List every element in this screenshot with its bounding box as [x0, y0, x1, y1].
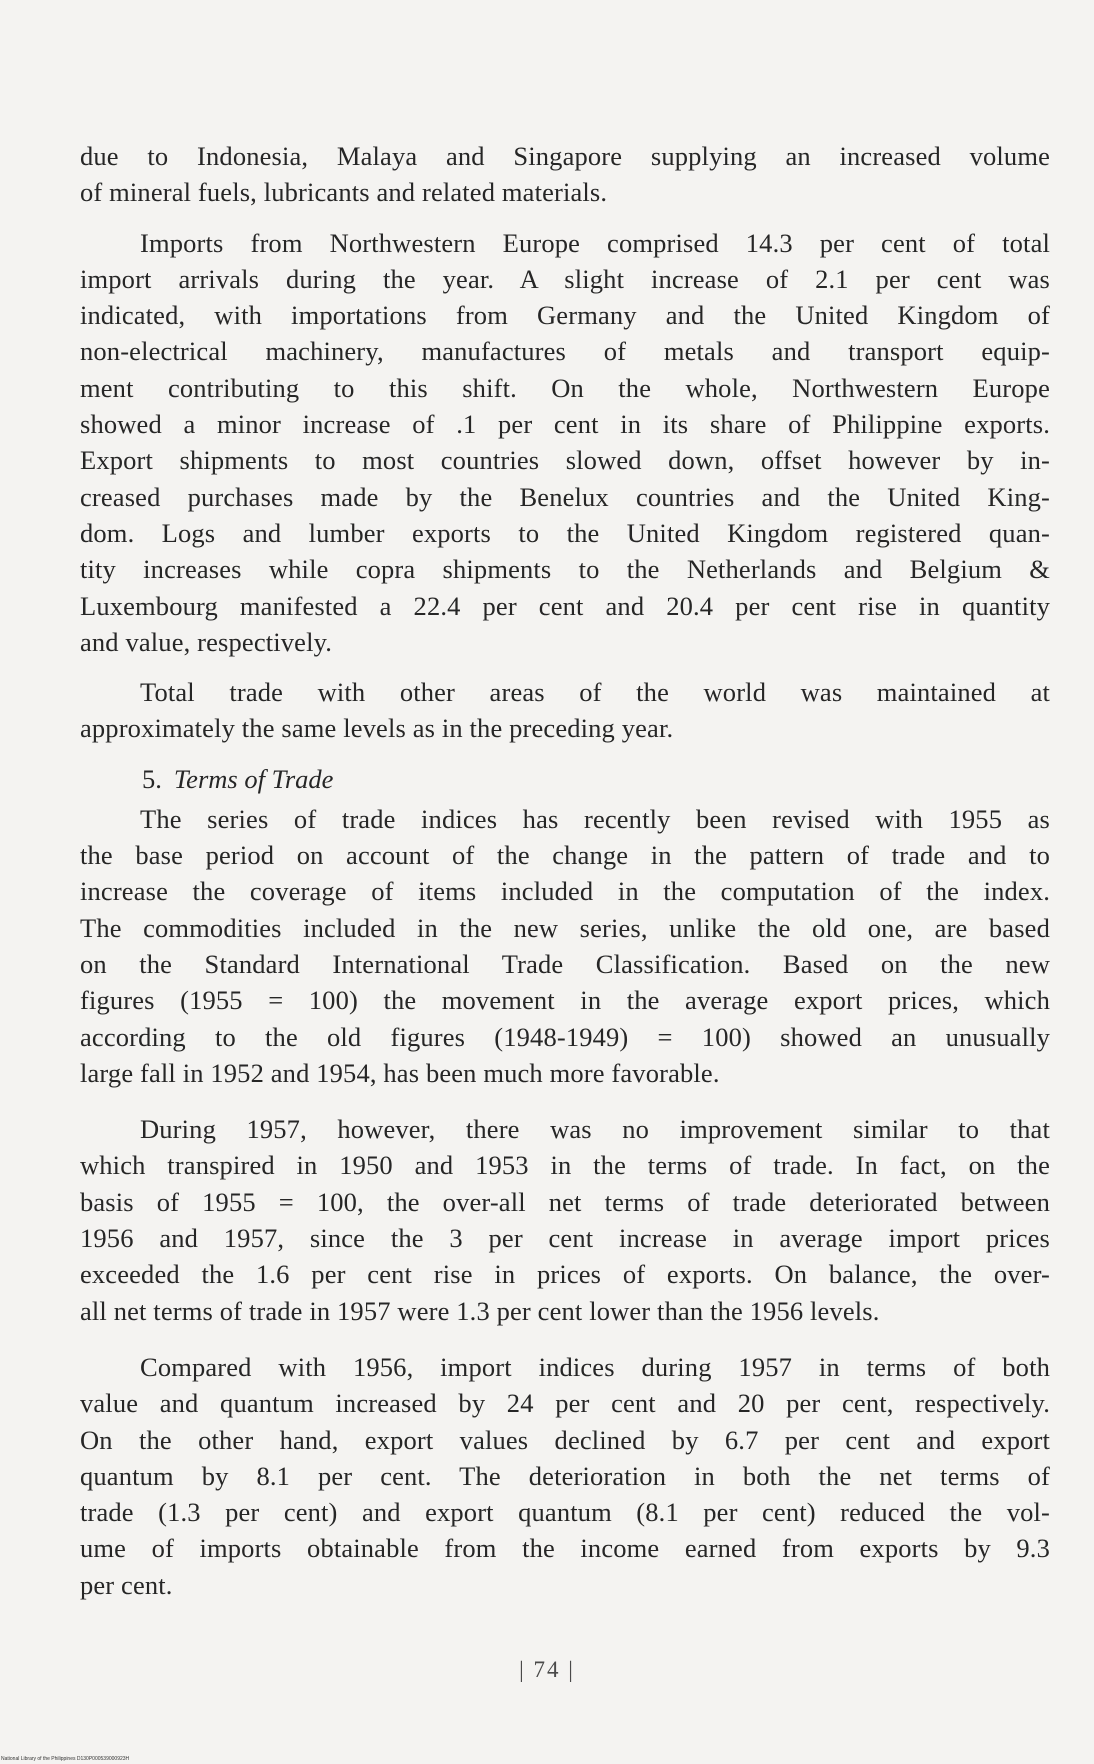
- section-number: 5.: [142, 763, 162, 794]
- paragraph-3: [80, 674, 1050, 747]
- text-line: import arrivals during the year. A slight increase of 2.1 per cent was: [80, 263, 1050, 294]
- paragraph-5: [80, 1111, 1050, 1329]
- text-line: increase the coverage of items included in the computation of the index.: [80, 876, 1050, 907]
- text-line: of mineral fuels, lubricants and related materials.: [80, 177, 608, 208]
- library-footer-note: National Library of the Philippines D130P000539000923H: [1, 1756, 130, 1762]
- section-title: Terms of Trade: [173, 763, 334, 794]
- text-line: Imports from Northwestern Europe comprised 14.3 per cent of total: [140, 227, 1050, 258]
- text-line: on the Standard International Trade Classification. Based on the new: [80, 948, 1050, 979]
- paragraph-gap: [80, 660, 1050, 674]
- text-line: ment contributing to this shift. On the whole, Northwestern Europe: [80, 372, 1050, 403]
- text-line: due to Indonesia, Malaya and Singapore supplying an increased volume: [80, 141, 1050, 171]
- text-line: Compared with 1956, import indices during 1957 in terms of both: [140, 1351, 1050, 1382]
- text-line: Export shipments to most countries slowed down, offset however by in-: [80, 445, 1050, 476]
- text-line: Luxembourg manifested a 22.4 per cent and 20.4 per cent rise in quantity: [80, 590, 1050, 621]
- paragraph-1: [80, 138, 1050, 211]
- page-number: | 74 |: [519, 1657, 575, 1682]
- text-line: approximately the same levels as in the preceding year.: [80, 713, 674, 744]
- text-line: showed a minor increase of .1 per cent in its share of Philippine exports.: [80, 409, 1050, 440]
- text-line: exceeded the 1.6 per cent rise in prices of exports. On balance, the over-: [80, 1259, 1050, 1290]
- paragraph-6: [80, 1349, 1050, 1603]
- paragraph-gap: [80, 1329, 1050, 1349]
- text-line: During 1957, however, there was no improvement similar to that: [140, 1114, 1050, 1145]
- text-line: according to the old figures (1948-1949) = 100) showed an unusually: [80, 1021, 1050, 1052]
- text-line: basis of 1955 = 100, the over-all net terms of trade deteriorated between: [80, 1186, 1050, 1217]
- text-line: tity increases while copra shipments to the Netherlands and Belgium &: [80, 554, 1050, 585]
- paragraph-gap: [80, 1091, 1050, 1111]
- page-body: [80, 138, 1050, 1603]
- text-line: ume of imports obtainable from the income earned from exports by 9.3: [80, 1533, 1050, 1564]
- text-line: Total trade with other areas of the world was maintained at: [140, 677, 1050, 708]
- text-line: indicated, with importations from Germany and the United Kingdom of: [80, 300, 1050, 331]
- paragraph-4: [80, 801, 1050, 1091]
- text-line: figures (1955 = 100) the movement in the average export prices, which: [80, 985, 1050, 1016]
- text-line: non-electrical machinery, manufactures of metals and transport equip-: [80, 336, 1050, 367]
- text-line: per cent.: [80, 1569, 173, 1600]
- paragraph-gap: [80, 747, 1050, 761]
- text-line: and value, respectively.: [80, 626, 333, 657]
- text-line: quantum by 8.1 per cent. The deterioration in both the net terms of: [80, 1460, 1050, 1491]
- paragraph-2: [80, 225, 1050, 661]
- paragraph-gap: [80, 211, 1050, 225]
- text-line: value and quantum increased by 24 per cent and 20 per cent, respectively.: [80, 1388, 1050, 1419]
- section-heading: [80, 761, 1050, 797]
- text-line: 1956 and 1957, since the 3 per cent increase in average import prices: [80, 1223, 1050, 1254]
- text-line: which transpired in 1950 and 1953 in the terms of trade. In fact, on the: [80, 1150, 1050, 1181]
- text-line: trade (1.3 per cent) and export quantum (8.1 per cent) reduced the vol-: [80, 1497, 1050, 1528]
- text-line: dom. Logs and lumber exports to the United Kingdom registered quan-: [80, 517, 1050, 548]
- text-line: The commodities included in the new series, unlike the old one, are based: [80, 912, 1050, 943]
- text-line: the base period on account of the change in the pattern of trade and to: [80, 840, 1050, 871]
- text-line: all net terms of trade in 1957 were 1.3 per cent lower than the 1956 levels.: [80, 1295, 880, 1326]
- text-line: The series of trade indices has recently been revised with 1955 as: [140, 803, 1050, 834]
- text-line: On the other hand, export values declined by 6.7 per cent and export: [80, 1424, 1050, 1455]
- text-line: large fall in 1952 and 1954, has been much more favorable.: [80, 1057, 720, 1088]
- text-line: creased purchases made by the Benelux countries and the United King-: [80, 481, 1050, 512]
